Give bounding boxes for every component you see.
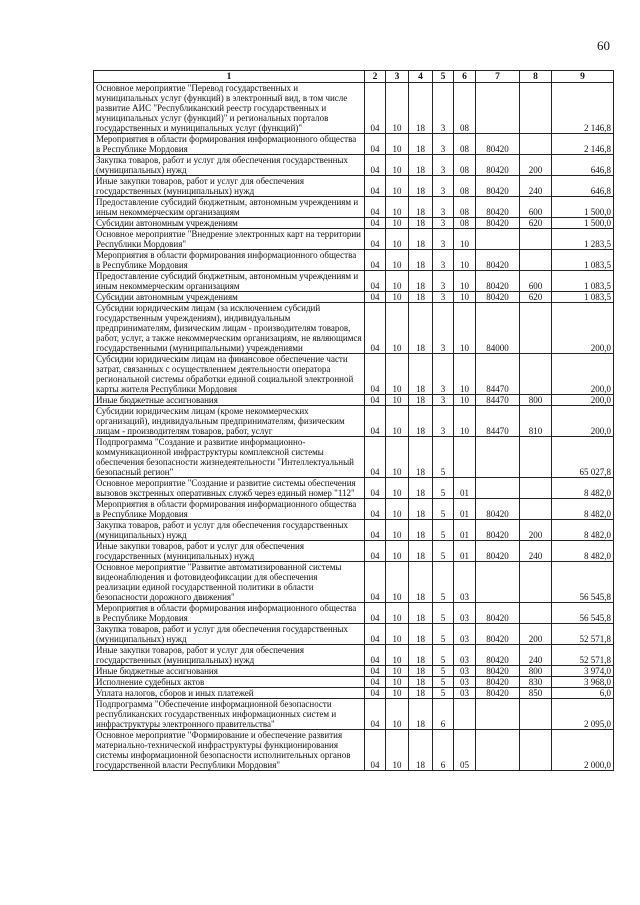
- row-name-cell: Закупка товаров, работ и услуг для обеспечения государственных (муниципальных) нужд: [94, 624, 365, 645]
- row-code-cell: 240: [520, 541, 552, 562]
- row-code-cell: 04: [365, 520, 386, 541]
- row-code-cell: [520, 83, 552, 134]
- table-row: [94, 699, 614, 730]
- row-code-cell: 10: [454, 406, 476, 437]
- row-code-cell: 03: [454, 677, 476, 688]
- row-code-cell: 80420: [476, 155, 520, 176]
- row-code-cell: 10: [386, 354, 409, 395]
- budget-table: [93, 70, 614, 771]
- table-row: [94, 303, 614, 354]
- row-code-cell: 800: [520, 395, 552, 406]
- row-code-cell: 03: [454, 562, 476, 603]
- row-code-cell: 18: [409, 292, 433, 303]
- table-row: [94, 218, 614, 229]
- row-code-cell: 240: [520, 176, 552, 197]
- row-name-cell: Основное мероприятие "Формирование и обеспечение развития материально-технической инфраструктуры функционирования системы информационной безопасности исполнительных органов государственной власти Республики Мордовия": [94, 730, 365, 771]
- table-row: [94, 250, 614, 271]
- row-code-cell: 10: [386, 176, 409, 197]
- row-code-cell: 08: [454, 83, 476, 134]
- row-code-cell: [520, 499, 552, 520]
- table-row: [94, 666, 614, 677]
- row-code-cell: 18: [409, 395, 433, 406]
- table-row: [94, 395, 614, 406]
- row-sum-cell: 56 545,8: [552, 603, 614, 624]
- row-code-cell: 08: [454, 218, 476, 229]
- row-code-cell: 5: [433, 666, 454, 677]
- row-name-cell: Иные бюджетные ассигнования: [94, 395, 365, 406]
- row-code-cell: 03: [454, 624, 476, 645]
- row-code-cell: [520, 562, 552, 603]
- row-code-cell: 84470: [476, 406, 520, 437]
- row-sum-cell: 56 545,8: [552, 562, 614, 603]
- table-row: [94, 499, 614, 520]
- row-name-cell: Субсидии юридическим лицам (за исключением субсидий государственным учреждениям), индивидуальным предпринимателям, физическим лицам - производителям товаров, работ, услуг, а также некоммерческим организациям, не являющимся государственными (муниципальными) учреждениями: [94, 303, 365, 354]
- table-row: [94, 478, 614, 499]
- row-code-cell: 80420: [476, 292, 520, 303]
- row-name-cell: Мероприятия в области формирования информационного общества в Республике Мордовия: [94, 603, 365, 624]
- row-code-cell: 3: [433, 83, 454, 134]
- row-name-cell: Субсидии юридическим лицам (кроме некоммерческих организаций), индивидуальным предпринимателям, физическим лицам - производителям товаров, работ, услуг: [94, 406, 365, 437]
- row-code-cell: 04: [365, 688, 386, 699]
- row-code-cell: 3: [433, 292, 454, 303]
- row-code-cell: 5: [433, 541, 454, 562]
- row-name-cell: Иные закупки товаров, работ и услуг для обеспечения государственных (муниципальных) нужд: [94, 541, 365, 562]
- row-code-cell: [520, 437, 552, 478]
- row-code-cell: 10: [386, 292, 409, 303]
- row-name-cell: Предоставление субсидий бюджетным, автономным учреждениям и иным некоммерческим организациям: [94, 271, 365, 292]
- row-code-cell: 5: [433, 677, 454, 688]
- row-sum-cell: 1 500,0: [552, 197, 614, 218]
- row-code-cell: 08: [454, 134, 476, 155]
- row-code-cell: 03: [454, 603, 476, 624]
- row-code-cell: 80420: [476, 134, 520, 155]
- row-code-cell: 5: [433, 437, 454, 478]
- row-name-cell: Субсидии юридическим лицам на финансовое обеспечение части затрат, связанных с осуществлением деятельности оператора региональной системы обработки единой социальной электронной карты жителя Республики Мордовия: [94, 354, 365, 395]
- row-code-cell: 10: [386, 155, 409, 176]
- row-code-cell: 10: [386, 437, 409, 478]
- row-code-cell: 18: [409, 406, 433, 437]
- row-code-cell: 80420: [476, 250, 520, 271]
- row-sum-cell: 6,0: [552, 688, 614, 699]
- row-code-cell: 80420: [476, 645, 520, 666]
- row-code-cell: 5: [433, 478, 454, 499]
- row-code-cell: [520, 134, 552, 155]
- header-cell-6: 6: [454, 71, 476, 83]
- row-code-cell: 3: [433, 395, 454, 406]
- row-name-cell: Закупка товаров, работ и услуг для обеспечения государственных (муниципальных) нужд: [94, 155, 365, 176]
- row-code-cell: 3: [433, 303, 454, 354]
- row-name-cell: Основное мероприятие "Развитие автоматизированной системы видеонаблюдения и фотовидеофиксации для обеспечения реализации единой государственной политики в области безопасности дорожного движения": [94, 562, 365, 603]
- row-sum-cell: 8 482,0: [552, 478, 614, 499]
- row-name-cell: Мероприятия в области формирования информационного общества в Республике Мордовия: [94, 134, 365, 155]
- row-code-cell: 80420: [476, 603, 520, 624]
- row-code-cell: 3: [433, 250, 454, 271]
- row-code-cell: 04: [365, 197, 386, 218]
- row-code-cell: 84470: [476, 354, 520, 395]
- row-code-cell: 200: [520, 520, 552, 541]
- row-code-cell: 10: [386, 730, 409, 771]
- row-code-cell: 01: [454, 541, 476, 562]
- row-code-cell: 80420: [476, 520, 520, 541]
- row-code-cell: 3: [433, 354, 454, 395]
- row-code-cell: 10: [386, 83, 409, 134]
- row-code-cell: 600: [520, 197, 552, 218]
- row-code-cell: 810: [520, 406, 552, 437]
- row-code-cell: 18: [409, 520, 433, 541]
- row-name-cell: Исполнение судебных актов: [94, 677, 365, 688]
- row-code-cell: 04: [365, 541, 386, 562]
- row-code-cell: [520, 250, 552, 271]
- row-code-cell: 03: [454, 666, 476, 677]
- row-sum-cell: 52 571,8: [552, 645, 614, 666]
- row-name-cell: Мероприятия в области формирования информационного общества в Республике Мордовия: [94, 250, 365, 271]
- table-row: [94, 437, 614, 478]
- row-sum-cell: 1 500,0: [552, 218, 614, 229]
- row-code-cell: 18: [409, 688, 433, 699]
- row-code-cell: 18: [409, 229, 433, 250]
- row-name-cell: Закупка товаров, работ и услуг для обеспечения государственных (муниципальных) нужд: [94, 520, 365, 541]
- row-name-cell: Иные бюджетные ассигнования: [94, 666, 365, 677]
- row-code-cell: 04: [365, 134, 386, 155]
- row-code-cell: 3: [433, 176, 454, 197]
- row-sum-cell: 200,0: [552, 406, 614, 437]
- row-sum-cell: 2 000,0: [552, 730, 614, 771]
- row-code-cell: 08: [454, 155, 476, 176]
- row-code-cell: 3: [433, 271, 454, 292]
- row-code-cell: 6: [433, 699, 454, 730]
- row-code-cell: 04: [365, 250, 386, 271]
- row-code-cell: 10: [386, 478, 409, 499]
- row-code-cell: 620: [520, 292, 552, 303]
- row-code-cell: 6: [433, 730, 454, 771]
- row-code-cell: 10: [386, 562, 409, 603]
- row-code-cell: 08: [454, 176, 476, 197]
- row-code-cell: 01: [454, 520, 476, 541]
- row-code-cell: 05: [454, 730, 476, 771]
- row-sum-cell: 200,0: [552, 395, 614, 406]
- header-cell-8: 8: [520, 71, 552, 83]
- row-code-cell: 04: [365, 730, 386, 771]
- row-code-cell: 10: [386, 271, 409, 292]
- row-code-cell: 5: [433, 603, 454, 624]
- row-code-cell: 04: [365, 562, 386, 603]
- row-code-cell: [476, 229, 520, 250]
- row-name-cell: Уплата налогов, сборов и иных платежей: [94, 688, 365, 699]
- row-code-cell: 04: [365, 645, 386, 666]
- row-code-cell: 18: [409, 645, 433, 666]
- row-sum-cell: 1 083,5: [552, 271, 614, 292]
- row-code-cell: 10: [454, 250, 476, 271]
- row-sum-cell: 2 095,0: [552, 699, 614, 730]
- row-code-cell: 04: [365, 666, 386, 677]
- row-name-cell: Подпрограмма "Обеспечение информационной безопасности республиканских государственных информационных систем и инфраструктуры электронного правительства": [94, 699, 365, 730]
- row-code-cell: 830: [520, 677, 552, 688]
- row-code-cell: 200: [520, 624, 552, 645]
- row-sum-cell: 8 482,0: [552, 541, 614, 562]
- row-name-cell: Субсидии автономным учреждениям: [94, 292, 365, 303]
- row-sum-cell: 1 283,5: [552, 229, 614, 250]
- table-body: [94, 83, 614, 771]
- row-code-cell: [476, 478, 520, 499]
- row-code-cell: 80420: [476, 197, 520, 218]
- row-sum-cell: 65 027,8: [552, 437, 614, 478]
- row-code-cell: 800: [520, 666, 552, 677]
- row-code-cell: 80420: [476, 541, 520, 562]
- row-code-cell: 04: [365, 499, 386, 520]
- table-row: [94, 645, 614, 666]
- row-code-cell: [476, 562, 520, 603]
- table-row: [94, 562, 614, 603]
- row-code-cell: [476, 699, 520, 730]
- row-code-cell: [520, 229, 552, 250]
- row-code-cell: 3: [433, 406, 454, 437]
- table-row: [94, 354, 614, 395]
- row-code-cell: 18: [409, 354, 433, 395]
- row-sum-cell: 52 571,8: [552, 624, 614, 645]
- row-code-cell: 850: [520, 688, 552, 699]
- row-sum-cell: 200,0: [552, 354, 614, 395]
- row-code-cell: 04: [365, 677, 386, 688]
- row-code-cell: 5: [433, 520, 454, 541]
- row-sum-cell: 2 146,8: [552, 83, 614, 134]
- header-cell-9: 9: [552, 71, 614, 83]
- row-code-cell: 04: [365, 218, 386, 229]
- row-code-cell: [520, 730, 552, 771]
- table-row: [94, 83, 614, 134]
- row-code-cell: 04: [365, 478, 386, 499]
- table-row: [94, 603, 614, 624]
- row-code-cell: 10: [386, 134, 409, 155]
- header-cell-2: 2: [365, 71, 386, 83]
- row-code-cell: 18: [409, 303, 433, 354]
- row-code-cell: [476, 437, 520, 478]
- row-code-cell: 18: [409, 730, 433, 771]
- row-code-cell: 18: [409, 603, 433, 624]
- row-code-cell: 10: [454, 395, 476, 406]
- row-name-cell: Иные закупки товаров, работ и услуг для обеспечения государственных (муниципальных) нужд: [94, 176, 365, 197]
- row-code-cell: 5: [433, 562, 454, 603]
- row-code-cell: 18: [409, 478, 433, 499]
- row-code-cell: 5: [433, 688, 454, 699]
- row-name-cell: Основное мероприятие "Перевод государственных и муниципальных услуг (функций) в электронный вид, в том числе развитие АИС "Республиканский реестр государственных и муниципальных услуг (функций)" и региональных порталов государственных и муниципальных услуг (функций)": [94, 83, 365, 134]
- table-row: [94, 541, 614, 562]
- row-code-cell: 10: [386, 699, 409, 730]
- row-code-cell: 18: [409, 562, 433, 603]
- row-code-cell: [520, 699, 552, 730]
- table-row: [94, 624, 614, 645]
- row-code-cell: 10: [386, 624, 409, 645]
- row-code-cell: 04: [365, 437, 386, 478]
- row-code-cell: [520, 303, 552, 354]
- row-code-cell: 10: [386, 218, 409, 229]
- row-code-cell: 04: [365, 229, 386, 250]
- row-sum-cell: 8 482,0: [552, 499, 614, 520]
- table-row: [94, 730, 614, 771]
- row-code-cell: [454, 699, 476, 730]
- row-code-cell: 18: [409, 155, 433, 176]
- row-code-cell: 04: [365, 699, 386, 730]
- row-sum-cell: 646,8: [552, 155, 614, 176]
- row-code-cell: 04: [365, 83, 386, 134]
- row-sum-cell: 2 146,8: [552, 134, 614, 155]
- row-name-cell: Основное мероприятие "Внедрение электронных карт на территории Республики Мордовия": [94, 229, 365, 250]
- row-code-cell: 80420: [476, 624, 520, 645]
- row-code-cell: 18: [409, 250, 433, 271]
- row-code-cell: 18: [409, 218, 433, 229]
- row-code-cell: 10: [386, 645, 409, 666]
- row-sum-cell: 1 083,5: [552, 292, 614, 303]
- table-row: [94, 134, 614, 155]
- header-cell-1: 1: [94, 71, 365, 83]
- row-code-cell: 03: [454, 645, 476, 666]
- row-code-cell: 18: [409, 134, 433, 155]
- row-code-cell: 80420: [476, 666, 520, 677]
- row-code-cell: 10: [386, 666, 409, 677]
- row-code-cell: 10: [386, 250, 409, 271]
- row-code-cell: 10: [386, 677, 409, 688]
- table-row: [94, 406, 614, 437]
- row-code-cell: 18: [409, 677, 433, 688]
- row-code-cell: 3: [433, 229, 454, 250]
- row-code-cell: 10: [386, 303, 409, 354]
- row-code-cell: 10: [386, 197, 409, 218]
- table-row: [94, 176, 614, 197]
- row-code-cell: 84000: [476, 303, 520, 354]
- row-code-cell: 10: [454, 303, 476, 354]
- row-code-cell: 18: [409, 83, 433, 134]
- row-sum-cell: 1 083,5: [552, 250, 614, 271]
- row-code-cell: 10: [386, 688, 409, 699]
- row-sum-cell: 3 974,0: [552, 666, 614, 677]
- row-code-cell: 84470: [476, 395, 520, 406]
- row-code-cell: 18: [409, 437, 433, 478]
- table-row: [94, 155, 614, 176]
- table-row: [94, 271, 614, 292]
- row-code-cell: 620: [520, 218, 552, 229]
- row-code-cell: 01: [454, 499, 476, 520]
- row-code-cell: 10: [386, 603, 409, 624]
- row-code-cell: 3: [433, 134, 454, 155]
- row-code-cell: [476, 83, 520, 134]
- row-code-cell: 04: [365, 155, 386, 176]
- row-code-cell: 80420: [476, 499, 520, 520]
- row-code-cell: 04: [365, 303, 386, 354]
- row-code-cell: 240: [520, 645, 552, 666]
- row-code-cell: 80420: [476, 271, 520, 292]
- row-code-cell: 10: [386, 406, 409, 437]
- row-code-cell: 04: [365, 176, 386, 197]
- row-code-cell: 5: [433, 624, 454, 645]
- header-cell-5: 5: [433, 71, 454, 83]
- row-code-cell: 18: [409, 499, 433, 520]
- row-name-cell: Основное мероприятие "Создание и развитие системы обеспечения вызовов экстренных оперативных служб через единый номер "112": [94, 478, 365, 499]
- row-code-cell: [476, 730, 520, 771]
- row-sum-cell: 8 482,0: [552, 520, 614, 541]
- row-name-cell: Мероприятия в области формирования информационного общества в Республике Мордовия: [94, 499, 365, 520]
- row-code-cell: 18: [409, 197, 433, 218]
- table-row: [94, 677, 614, 688]
- row-code-cell: 600: [520, 271, 552, 292]
- row-code-cell: 10: [454, 354, 476, 395]
- header-cell-4: 4: [409, 71, 433, 83]
- row-code-cell: 18: [409, 541, 433, 562]
- row-code-cell: 10: [386, 499, 409, 520]
- row-code-cell: 18: [409, 624, 433, 645]
- row-code-cell: 04: [365, 354, 386, 395]
- header-cell-7: 7: [476, 71, 520, 83]
- row-code-cell: 04: [365, 395, 386, 406]
- row-name-cell: Подпрограмма "Создание и развитие информационно-коммуникационной инфраструктуры комплексной системы обеспечения безопасности жизнедеятельности "Интеллектуальный безопасный регион": [94, 437, 365, 478]
- table-row: [94, 688, 614, 699]
- row-code-cell: [520, 354, 552, 395]
- row-code-cell: 18: [409, 666, 433, 677]
- row-code-cell: 18: [409, 699, 433, 730]
- row-sum-cell: 3 968,0: [552, 677, 614, 688]
- table-row: [94, 229, 614, 250]
- row-name-cell: Иные закупки товаров, работ и услуг для обеспечения государственных (муниципальных) нужд: [94, 645, 365, 666]
- row-code-cell: 3: [433, 155, 454, 176]
- row-code-cell: 80420: [476, 688, 520, 699]
- row-code-cell: [520, 603, 552, 624]
- row-code-cell: 5: [433, 499, 454, 520]
- row-code-cell: 3: [433, 218, 454, 229]
- row-code-cell: 10: [454, 292, 476, 303]
- table-row: [94, 292, 614, 303]
- row-code-cell: 10: [386, 229, 409, 250]
- page-number: 60: [597, 38, 610, 53]
- row-sum-cell: 200,0: [552, 303, 614, 354]
- row-code-cell: 10: [386, 395, 409, 406]
- row-code-cell: 80420: [476, 218, 520, 229]
- row-code-cell: 10: [454, 229, 476, 250]
- row-code-cell: 04: [365, 292, 386, 303]
- row-code-cell: 01: [454, 478, 476, 499]
- row-code-cell: 08: [454, 197, 476, 218]
- row-code-cell: 04: [365, 603, 386, 624]
- row-code-cell: [520, 478, 552, 499]
- row-code-cell: 10: [386, 520, 409, 541]
- row-code-cell: 04: [365, 406, 386, 437]
- row-code-cell: 5: [433, 645, 454, 666]
- row-code-cell: 200: [520, 155, 552, 176]
- row-code-cell: 04: [365, 271, 386, 292]
- row-code-cell: 80420: [476, 176, 520, 197]
- row-code-cell: 3: [433, 197, 454, 218]
- row-code-cell: 04: [365, 624, 386, 645]
- row-code-cell: [454, 437, 476, 478]
- row-code-cell: 18: [409, 271, 433, 292]
- row-code-cell: 03: [454, 688, 476, 699]
- row-sum-cell: 646,8: [552, 176, 614, 197]
- row-code-cell: 18: [409, 176, 433, 197]
- row-code-cell: 80420: [476, 677, 520, 688]
- row-code-cell: 10: [386, 541, 409, 562]
- row-name-cell: Субсидии автономным учреждениям: [94, 218, 365, 229]
- header-row: [94, 71, 614, 83]
- row-name-cell: Предоставление субсидий бюджетным, автономным учреждениям и иным некоммерческим организациям: [94, 197, 365, 218]
- header-cell-3: 3: [386, 71, 409, 83]
- row-code-cell: 10: [454, 271, 476, 292]
- table-row: [94, 520, 614, 541]
- table-row: [94, 197, 614, 218]
- table-header: [94, 71, 614, 83]
